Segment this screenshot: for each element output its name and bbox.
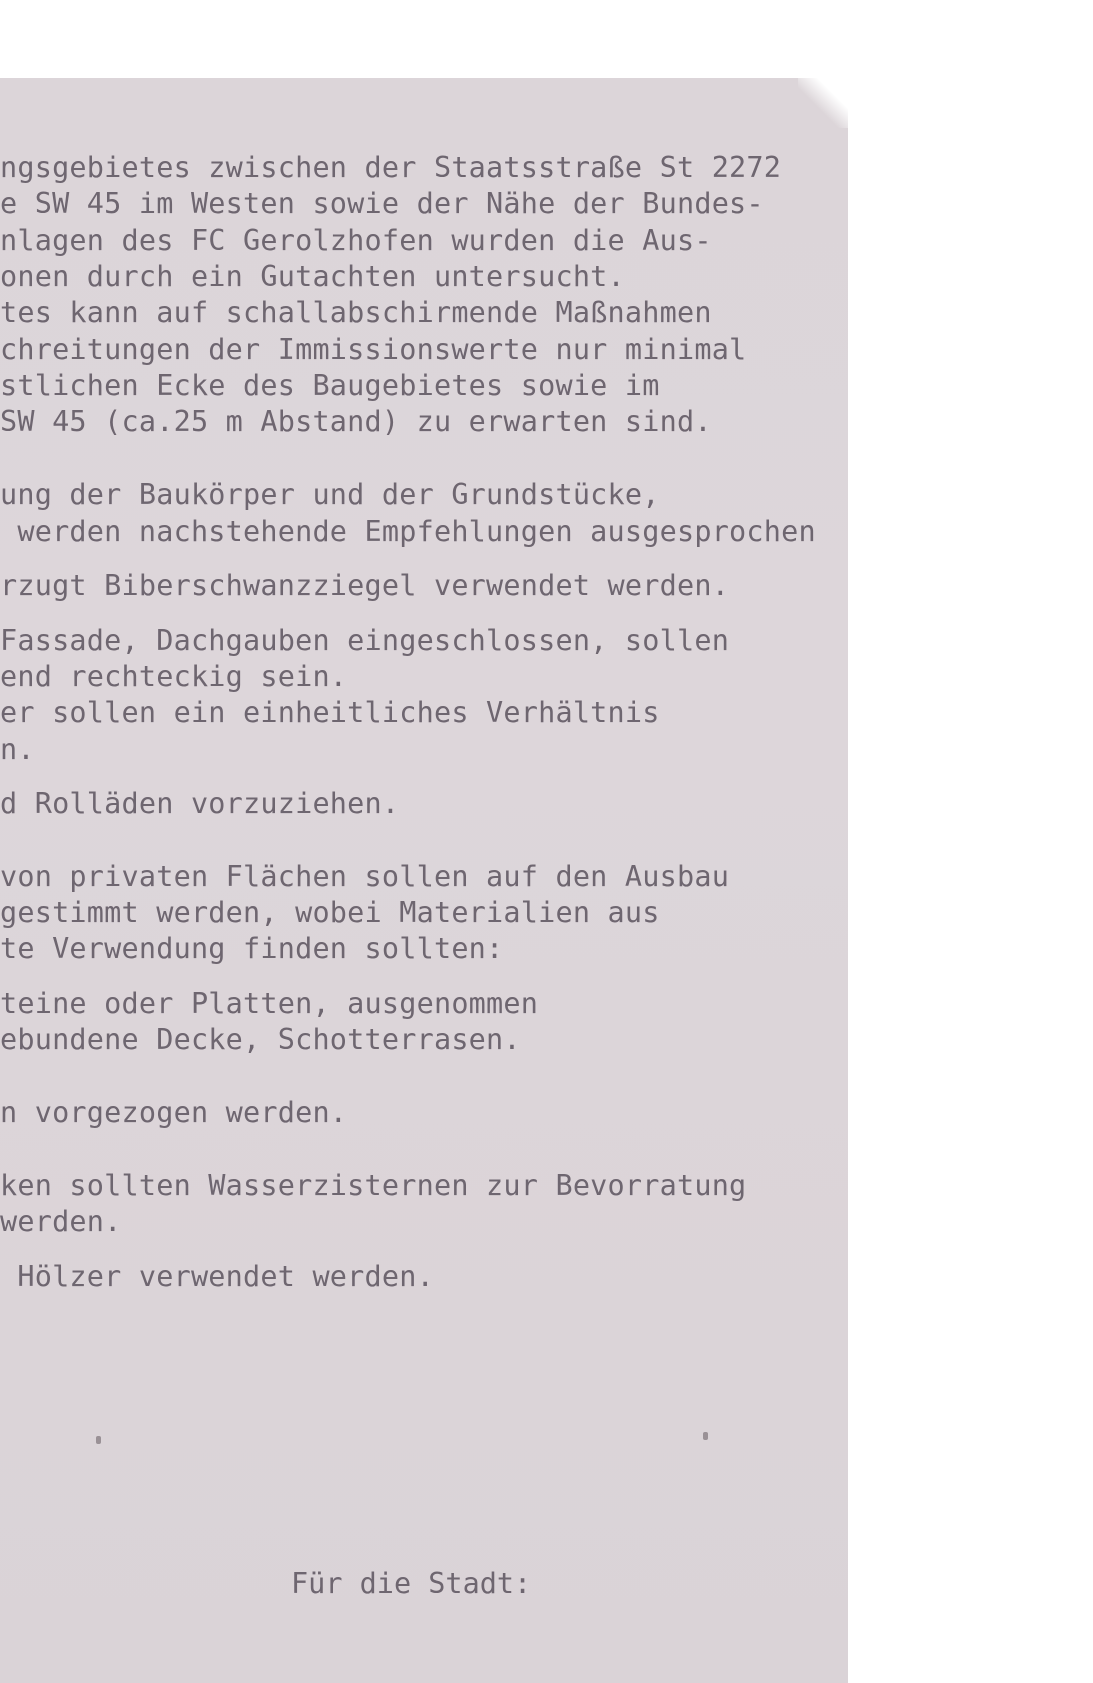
text-line: SW 45 (ca.25 m Abstand) zu erwarten sind. <box>0 405 712 438</box>
text-line: Fassade, Dachgauben eingeschlossen, sollen <box>0 624 730 657</box>
text-line: Hölzer verwendet werden. <box>0 1260 434 1293</box>
scan-speck <box>703 1432 708 1440</box>
signoff-label: Für die Stadt: <box>291 1567 532 1600</box>
text-line: tes kann auf schallabschirmende Maßnahmen <box>0 296 712 329</box>
text-line: n. <box>0 733 35 766</box>
text-line: von privaten Flächen sollen auf den Ausbau <box>0 860 730 893</box>
text-line: onen durch ein Gutachten untersucht. <box>0 260 625 293</box>
text-line: werden nachstehende Empfehlungen ausgesprochen <box>0 515 816 548</box>
text-line: d Rolläden vorzuziehen. <box>0 787 400 820</box>
text-line: te Verwendung finden sollten: <box>0 932 504 965</box>
scanned-document-page <box>0 78 848 1683</box>
text-line: gestimmt werden, wobei Materialien aus <box>0 896 660 929</box>
text-line: er sollen ein einheitliches Verhältnis <box>0 696 660 729</box>
text-line: teine oder Platten, ausgenommen <box>0 987 539 1020</box>
text-line: rzugt Biberschwanzziegel verwendet werden. <box>0 569 730 602</box>
text-line: ken sollten Wasserzisternen zur Bevorratung <box>0 1169 747 1202</box>
text-line: stlichen Ecke des Baugebietes sowie im <box>0 369 660 402</box>
text-line: ung der Baukörper und der Grundstücke, <box>0 478 660 511</box>
text-line: werden. <box>0 1205 122 1238</box>
text-line: ebundene Decke, Schotterrasen. <box>0 1023 521 1056</box>
text-line: end rechteckig sein. <box>0 660 348 693</box>
text-line: chreitungen der Immissionswerte nur minimal <box>0 333 747 366</box>
text-line: ngsgebietes zwischen der Staatsstraße St 2272 <box>0 151 782 184</box>
text-line: e SW 45 im Westen sowie der Nähe der Bundes- <box>0 187 764 220</box>
text-line: nlagen des FC Gerolzhofen wurden die Aus- <box>0 224 712 257</box>
text-line: n vorgezogen werden. <box>0 1096 348 1129</box>
scan-speck <box>96 1436 101 1444</box>
